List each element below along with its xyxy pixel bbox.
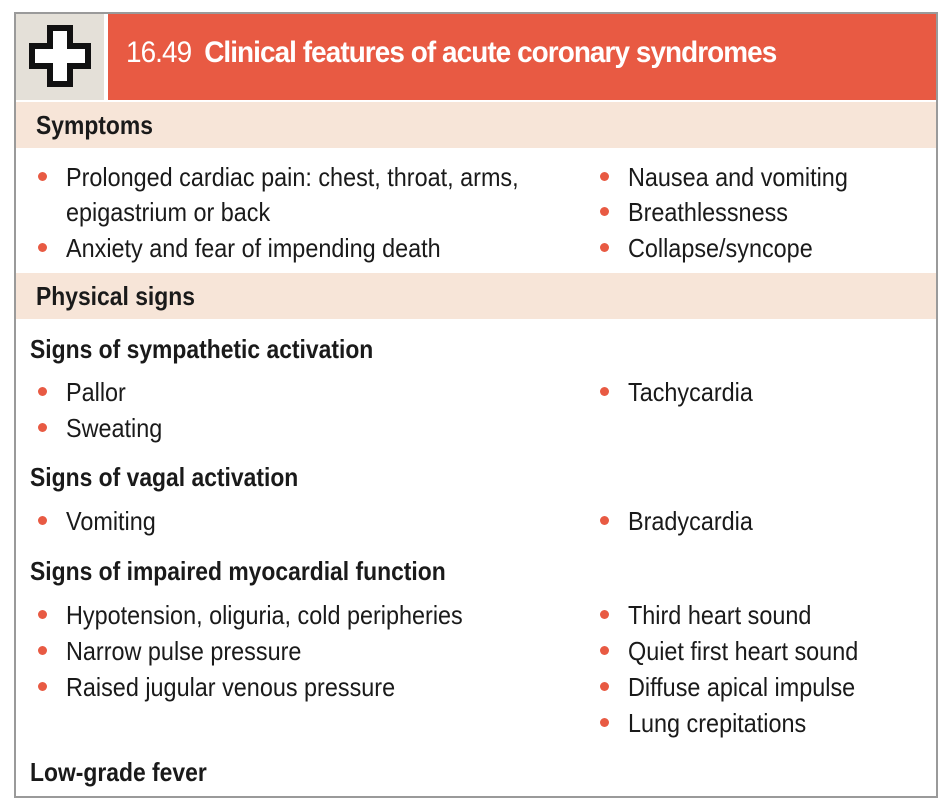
list-item: Raised jugular venous pressure bbox=[66, 672, 396, 702]
bullet bbox=[38, 516, 47, 525]
symptoms-heading: Symptoms bbox=[36, 110, 153, 140]
box-title-text: Clinical features of acute coronary syndromes bbox=[204, 36, 777, 69]
list-item: Nausea and vomiting bbox=[628, 162, 848, 192]
bullet bbox=[600, 243, 609, 252]
bullet bbox=[38, 172, 47, 181]
box-number: 16.49 bbox=[126, 36, 192, 69]
physical-signs-heading: Physical signs bbox=[36, 281, 195, 311]
bullet bbox=[600, 207, 609, 216]
medical-cross-icon bbox=[26, 22, 94, 90]
bullet bbox=[38, 610, 47, 619]
list-item: Lung crepitations bbox=[628, 708, 807, 738]
bullet bbox=[600, 387, 609, 396]
fever-heading: Low-grade fever bbox=[30, 757, 207, 787]
bullet bbox=[38, 682, 47, 691]
box-title bbox=[126, 36, 776, 70]
list-item: epigastrium or back bbox=[66, 197, 271, 227]
list-item: Quiet first heart sound bbox=[628, 636, 859, 666]
list-item: Sweating bbox=[66, 413, 163, 443]
sympathetic-heading: Signs of sympathetic activation bbox=[30, 334, 374, 364]
list-item: Narrow pulse pressure bbox=[66, 636, 302, 666]
list-item: Pallor bbox=[66, 377, 126, 407]
box-header bbox=[16, 14, 936, 100]
list-item: Collapse/syncope bbox=[628, 233, 813, 263]
bullet bbox=[600, 172, 609, 181]
bullet bbox=[38, 243, 47, 252]
bullet bbox=[38, 646, 47, 655]
myocardial-heading: Signs of impaired myocardial function bbox=[30, 556, 446, 586]
bullet bbox=[38, 423, 47, 432]
bullet bbox=[38, 387, 47, 396]
bullet bbox=[600, 516, 609, 525]
list-item: Bradycardia bbox=[628, 506, 753, 536]
list-item: Hypotension, oliguria, cold peripheries bbox=[66, 600, 463, 630]
vagal-heading: Signs of vagal activation bbox=[30, 462, 299, 492]
symptoms-band bbox=[16, 102, 936, 148]
clinical-box bbox=[14, 12, 938, 798]
bullet bbox=[600, 610, 609, 619]
physical-signs-band bbox=[16, 273, 936, 319]
icon-cell bbox=[16, 14, 104, 100]
list-item: Diffuse apical impulse bbox=[628, 672, 856, 702]
list-item: Vomiting bbox=[66, 506, 156, 536]
title-bar bbox=[108, 14, 936, 100]
list-item: Tachycardia bbox=[628, 377, 753, 407]
bullet bbox=[600, 682, 609, 691]
list-item: Breathlessness bbox=[628, 197, 788, 227]
bullet bbox=[600, 718, 609, 727]
bullet bbox=[600, 646, 609, 655]
list-item: Prolonged cardiac pain: chest, throat, arms, bbox=[66, 162, 519, 192]
list-item: Third heart sound bbox=[628, 600, 812, 630]
list-item: Anxiety and fear of impending death bbox=[66, 233, 441, 263]
